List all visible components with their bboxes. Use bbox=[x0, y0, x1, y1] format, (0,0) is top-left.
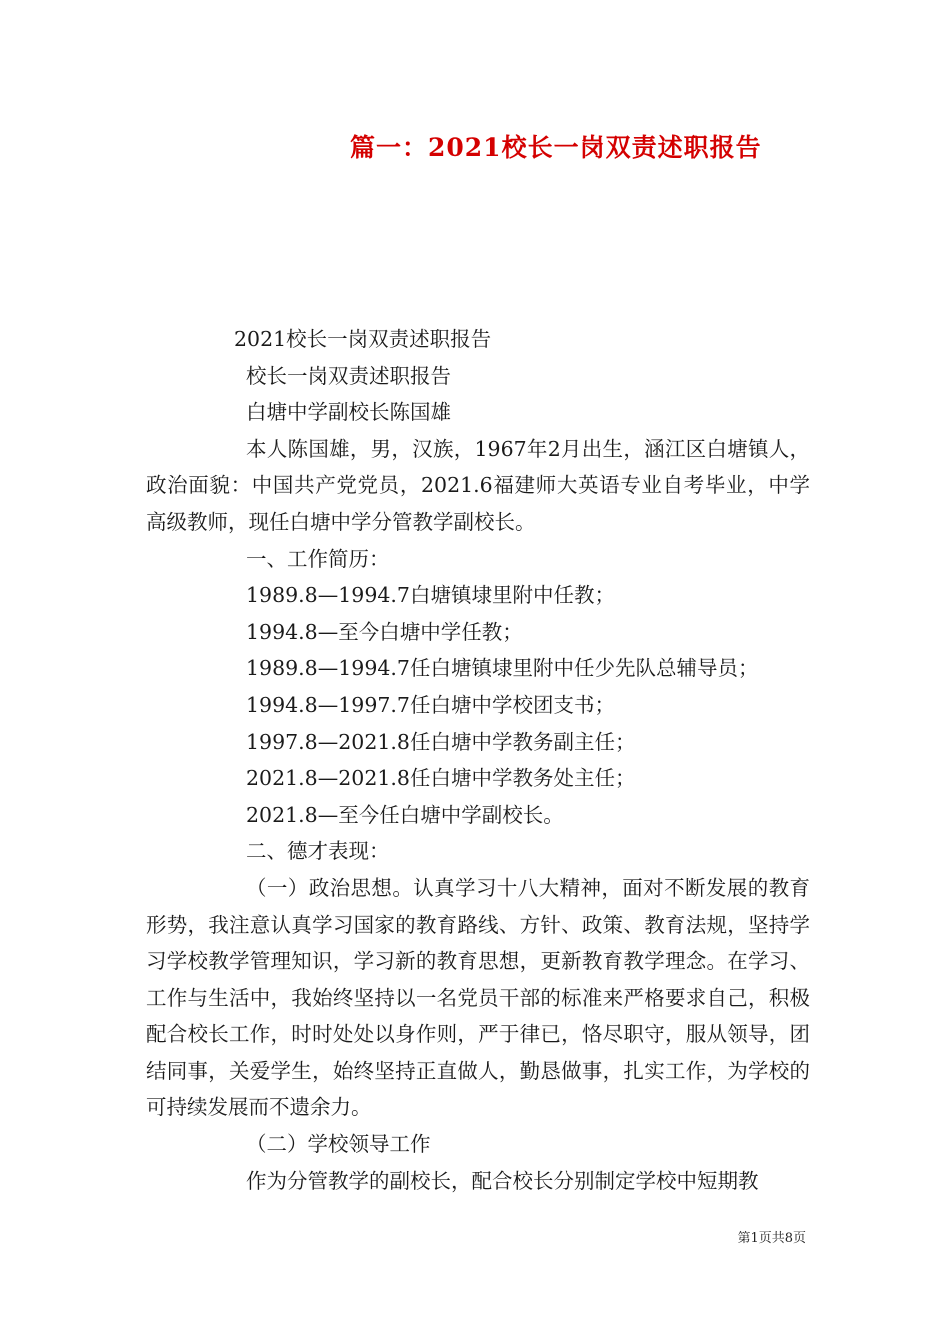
page-number: 第1页共8页 bbox=[737, 1231, 806, 1246]
resume-item: 1994.8—至今白塘中学任教； bbox=[246, 619, 523, 644]
paragraph: 作为分管教学的副校长，配合校长分别制定学校中短期教 bbox=[246, 1168, 759, 1193]
section-heading: 一、工作简历： bbox=[246, 546, 390, 571]
doc-author-line: 白塘中学副校长陈国雄 bbox=[246, 400, 451, 425]
doc-subheading: 校长一岗双责述职报告 bbox=[246, 363, 451, 388]
resume-item: 2021.8—至今任白塘中学副校长。 bbox=[246, 802, 564, 827]
page-title: 篇一：2021校长一岗双责述职报告 bbox=[350, 133, 762, 162]
resume-item: 1989.8—1994.7任白塘镇埭里附中任少先队总辅导员； bbox=[246, 656, 759, 681]
paragraph: 本人陈国雄，男，汉族，1967年2月出生，涵江区白塘镇人，政治面貌：中国共产党党员，2021.6福建师大英语专业自考毕业，中学高级教师，现任白塘中学分管教学副校长。 bbox=[146, 436, 810, 534]
section-heading: 二、德才表现： bbox=[246, 839, 390, 864]
resume-item: 1994.8—1997.7任白塘中学校团支书； bbox=[246, 692, 615, 717]
paragraph: （一）政治思想。认真学习十八大精神，面对不断发展的教育形势，我注意认真学习国家的教育路线、方针、政策、教育法规，坚持学习学校教学管理知识，学习新的教育思想，更新教育教学理念。在学习、工作与生活中，我始终坚持以一名党员干部的标准来严格要求自己，积极配合校长工作，时时处处以身作则，严于律已，恪尽职守，服从领导，团结同事，关爱学生，始终坚持正直做人，勤恳做事，扎实工作，为学校的可持续发展而不遗余力。 bbox=[146, 875, 810, 1120]
document-body bbox=[146, 321, 810, 1199]
resume-item: 2021.8—2021.8任白塘中学教务处主任； bbox=[246, 766, 636, 791]
subsection-heading: （二）学校领导工作 bbox=[246, 1132, 431, 1157]
doc-heading: 2021校长一岗双责述职报告 bbox=[234, 327, 492, 351]
resume-item: 1997.8—2021.8任白塘中学教务副主任； bbox=[246, 729, 636, 754]
resume-item: 1989.8—1994.7白塘镇埭里附中任教； bbox=[246, 583, 615, 608]
